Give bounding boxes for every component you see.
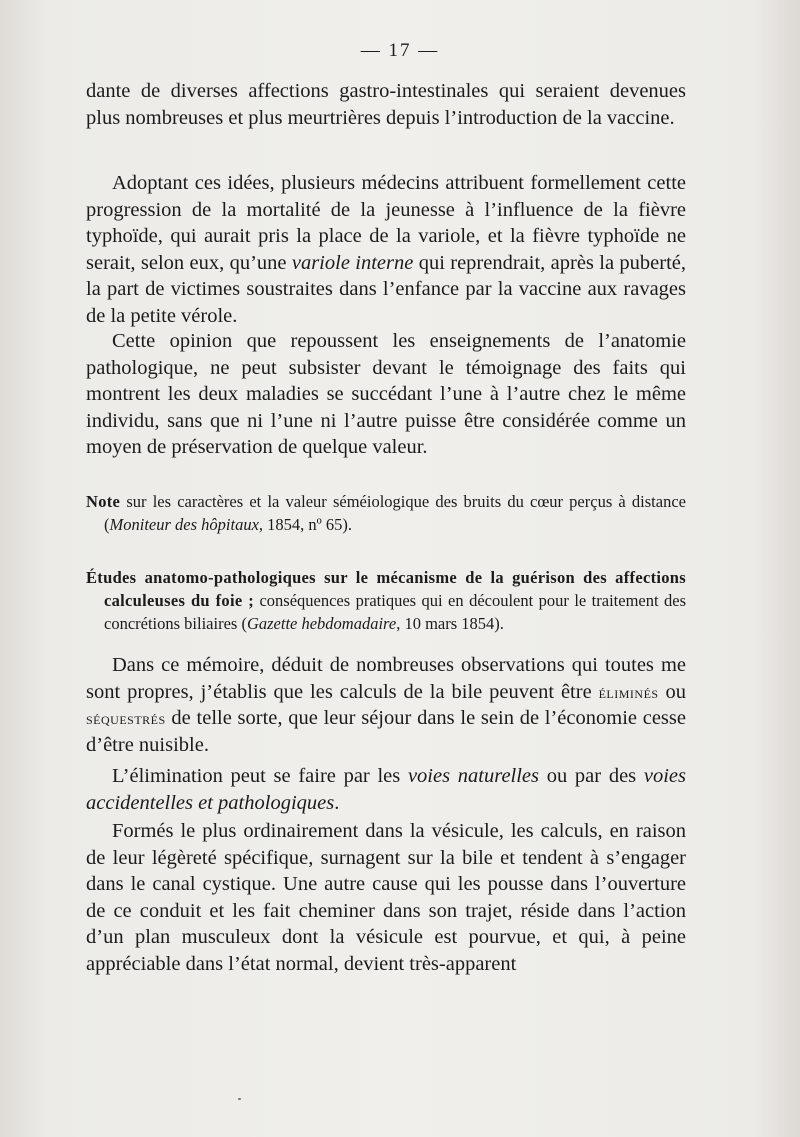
- voies-accidentelles-italic: voies accidentelles et pathologiques: [86, 765, 686, 814]
- note-heading: Note: [86, 492, 121, 511]
- variole-interne-italic: variole interne: [291, 251, 414, 274]
- paragraph-5: [86, 763, 686, 816]
- etudes-journal: Gazette hebdomadaire: [246, 614, 397, 633]
- paragraph-4-text-a: Dans ce mémoire, déduit de nombreuses observations qui toutes me sont propres, j’établis que les calculs de la bile peuvent être: [86, 654, 686, 703]
- etudes-heading: Études anatomo-pathologiques sur le mécanisme de la guérison des affections calculeuses du foie ;: [86, 568, 686, 610]
- paragraph-6: [86, 818, 686, 977]
- paper-speck: [238, 1098, 241, 1100]
- elimines-smallcaps: éliminés: [598, 681, 659, 702]
- paragraph-1: [86, 78, 686, 131]
- paragraph-2-text-a: Adoptant ces idées, plusieurs médecins attribuent formellement cette progression de la mortalité de la jeunesse à l’influence de la fièvre typhoïde, qui aurait pris la place de la variole, et la fièvre typhoïde ne serait, selon eux, qu’une: [86, 172, 686, 274]
- paragraph-2: [86, 170, 686, 329]
- sequestres-smallcaps: séquestrés: [86, 708, 166, 728]
- note-text-b: , 1854, nº 65).: [258, 515, 353, 534]
- paragraph-4-mid: ou: [658, 680, 687, 703]
- paragraph-6-text: Formés le plus ordinairement dans la vésicule, les calculs, en raison de leur légèreté spécifique, surnagent sur la bile et tendent à s’engager dans le canal cystique. Une autre cause qui les pousse dans l’ouverture de ce conduit et les fait cheminer dans son trajet, réside dans l’action d’un plan musculeux dont la vésicule est pourvue, et qui, à peine appréciable dans l’état normal, devient très-apparent: [86, 820, 686, 975]
- paragraph-4: [86, 652, 686, 758]
- paragraph-4-text-b: de telle sorte, que leur séjour dans le sein de l’économie cesse d’être nuisible.: [86, 707, 686, 756]
- voies-naturelles-italic: voies naturelles: [407, 765, 540, 787]
- etudes-text-a: conséquences pratiques qui en découlent pour le traitement des concrétions biliaires (: [104, 591, 686, 633]
- etudes-text-b: , 10 mars 1854).: [396, 614, 504, 633]
- paragraph-5-text-b: .: [334, 791, 340, 814]
- etudes-entry: [86, 566, 686, 635]
- paragraph-3: [86, 328, 686, 461]
- note-entry: [86, 490, 686, 536]
- note-text-a: sur les caractères et la valeur séméiologique des bruits du cœur perçus à distance (: [104, 492, 686, 534]
- paragraph-5-text-a: L’élimination peut se faire par les: [112, 765, 408, 787]
- page-number: — 17 —: [360, 40, 440, 61]
- paragraph-2-text-b: qui reprendrait, après la puberté, la part de victimes soustraites dans l’enfance par la vaccine aux ravages de la petite vérole.: [86, 251, 686, 327]
- paragraph-1-text: dante de diverses affections gastro-intestinales qui seraient devenues plus nombreuses et plus meurtrières depuis l’introduction de la vaccine.: [86, 80, 686, 129]
- paragraph-3-text: Cette opinion que repoussent les enseignements de l’anatomie pathologique, ne peut subsister devant le témoignage des faits qui montrent les deux maladies se succédant l’une à l’autre chez le même individu, sans que ni l’une ni l’autre puisse être considérée comme un moyen de préservation de quelque valeur.: [86, 330, 686, 458]
- paragraph-5-mid: ou par des: [539, 765, 644, 787]
- note-journal: Moniteur des hôpitaux: [109, 515, 259, 534]
